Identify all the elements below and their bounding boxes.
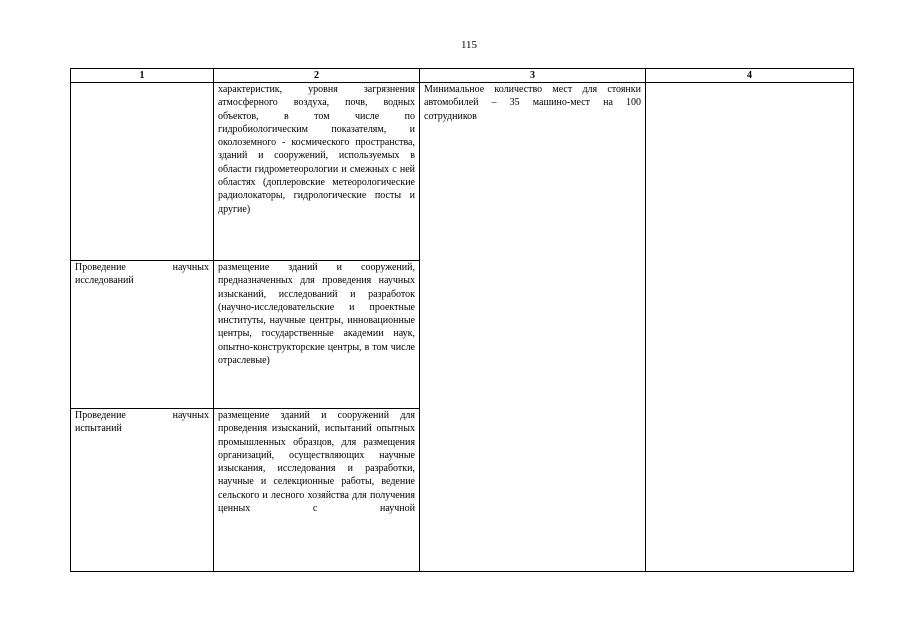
parking-requirement-cell: Минимальное количество мест для стоянки автомобилей – 35 машино-мест на 100 сотрудников bbox=[420, 83, 646, 572]
activity-description-cell: характеристик, уровня загрязнения атмосферного воздуха, почв, водных объектов, в том числе по гидробиологическим показателям, и околоземного - космического пространства, зданий и сооружений, используемых в области гидрометеорологии и смежных с ней областях (доплеровские метеорологические радиолокаторы, гидрологические посты и другие) bbox=[214, 83, 420, 261]
column-header-4: 4 bbox=[646, 69, 854, 83]
activity-type-cell bbox=[71, 83, 214, 261]
column-header-1: 1 bbox=[71, 69, 214, 83]
notes-cell bbox=[646, 83, 854, 572]
activity-description-cell: размещение зданий и сооружений, предназначенных для проведения научных изысканий, исследований и разработок (научно-исследовательские и проектные институты, научные центры, инновационные центры, государственные академии наук, опытно-конструкторские центры, в том числе отраслевые) bbox=[214, 261, 420, 409]
activity-type-cell: Проведение научных исследований bbox=[71, 261, 214, 409]
page-number: 115 bbox=[460, 39, 478, 51]
column-header-3: 3 bbox=[420, 69, 646, 83]
activity-type-cell: Проведение научных испытаний bbox=[71, 409, 214, 572]
activity-description-cell: размещение зданий и сооружений для проведения изысканий, испытаний опытных промышленных образцов, для размещения организаций, осуществляющих научные изыскания, исследования и разработки, научные и селекционные работы, ведение сельского и лесного хозяйства для получения ценных с научной bbox=[214, 409, 420, 572]
table-row bbox=[71, 83, 854, 261]
regulations-table bbox=[70, 68, 854, 572]
column-header-2: 2 bbox=[214, 69, 420, 83]
table-header-row bbox=[71, 69, 854, 83]
